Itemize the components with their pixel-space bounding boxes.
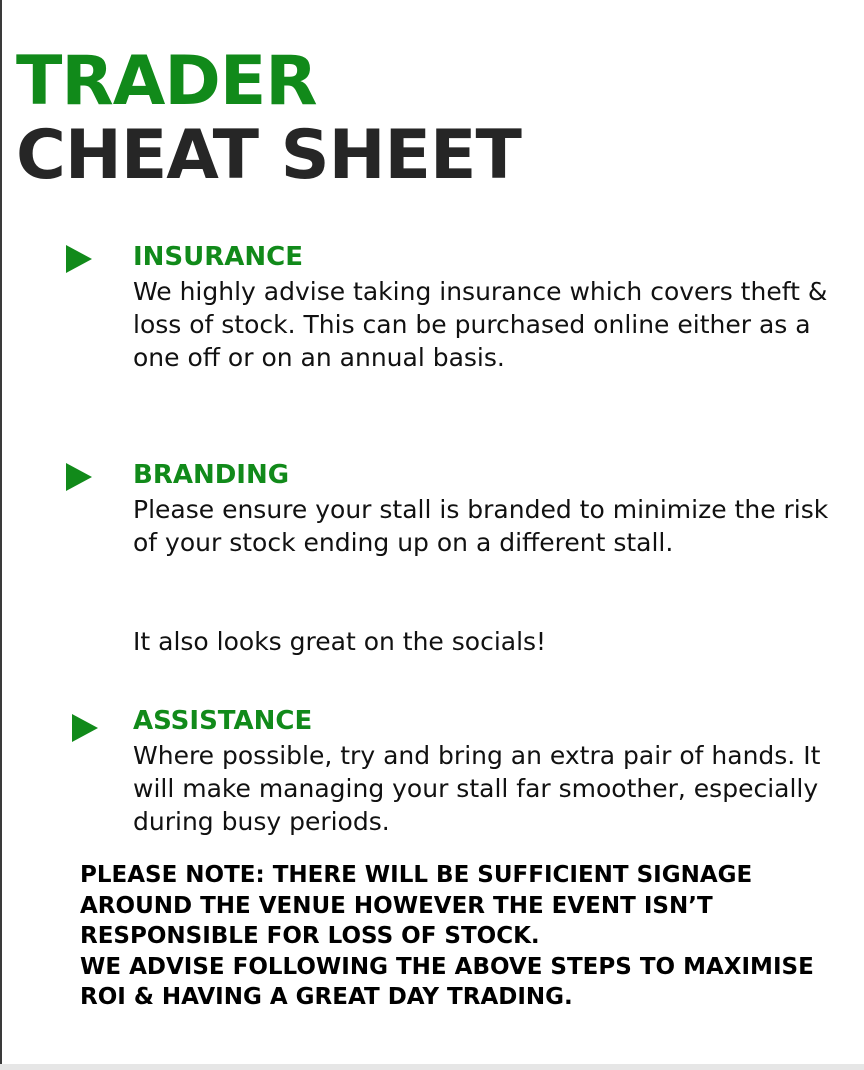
section-branding	[0, 459, 864, 669]
play-triangle-icon	[66, 245, 92, 273]
notice-line-1: PLEASE NOTE: THERE WILL BE SUFFICIENT SIGNAGE AROUND THE VENUE HOWEVER THE EVENT ISN’T RESPONSIBLE FOR LOSS OF STOCK.	[80, 862, 753, 949]
bottom-border	[0, 1064, 864, 1070]
page-title-line-1: TRADER	[16, 42, 317, 121]
section-heading: INSURANCE	[133, 242, 304, 272]
section-body: Please ensure your stall is branded to minimize the risk of your stock ending up on a different stall.	[133, 495, 829, 557]
section-heading: BRANDING	[133, 460, 290, 490]
section-assistance	[0, 705, 864, 845]
section-insurance	[0, 241, 864, 411]
play-triangle-icon	[66, 463, 92, 491]
notice-line-2: WE ADVISE FOLLOWING THE ABOVE STEPS TO MAXIMISE ROI & HAVING A GREAT DAY TRADING.	[80, 953, 814, 1010]
notice-text	[80, 860, 850, 1013]
section-heading: ASSISTANCE	[133, 706, 313, 736]
play-triangle-icon	[72, 714, 98, 742]
section-body: Where possible, try and bring an extra pair of hands. It will make managing your stall far smoother, especially during busy periods.	[133, 741, 821, 836]
section-body: We highly advise taking insurance which covers theft & loss of stock. This can be purchased online either as a one off or on an annual basis.	[133, 277, 828, 372]
section-body-extra: It also looks great on the socials!	[133, 627, 547, 656]
page-title-line-2: CHEAT SHEET	[16, 116, 521, 195]
